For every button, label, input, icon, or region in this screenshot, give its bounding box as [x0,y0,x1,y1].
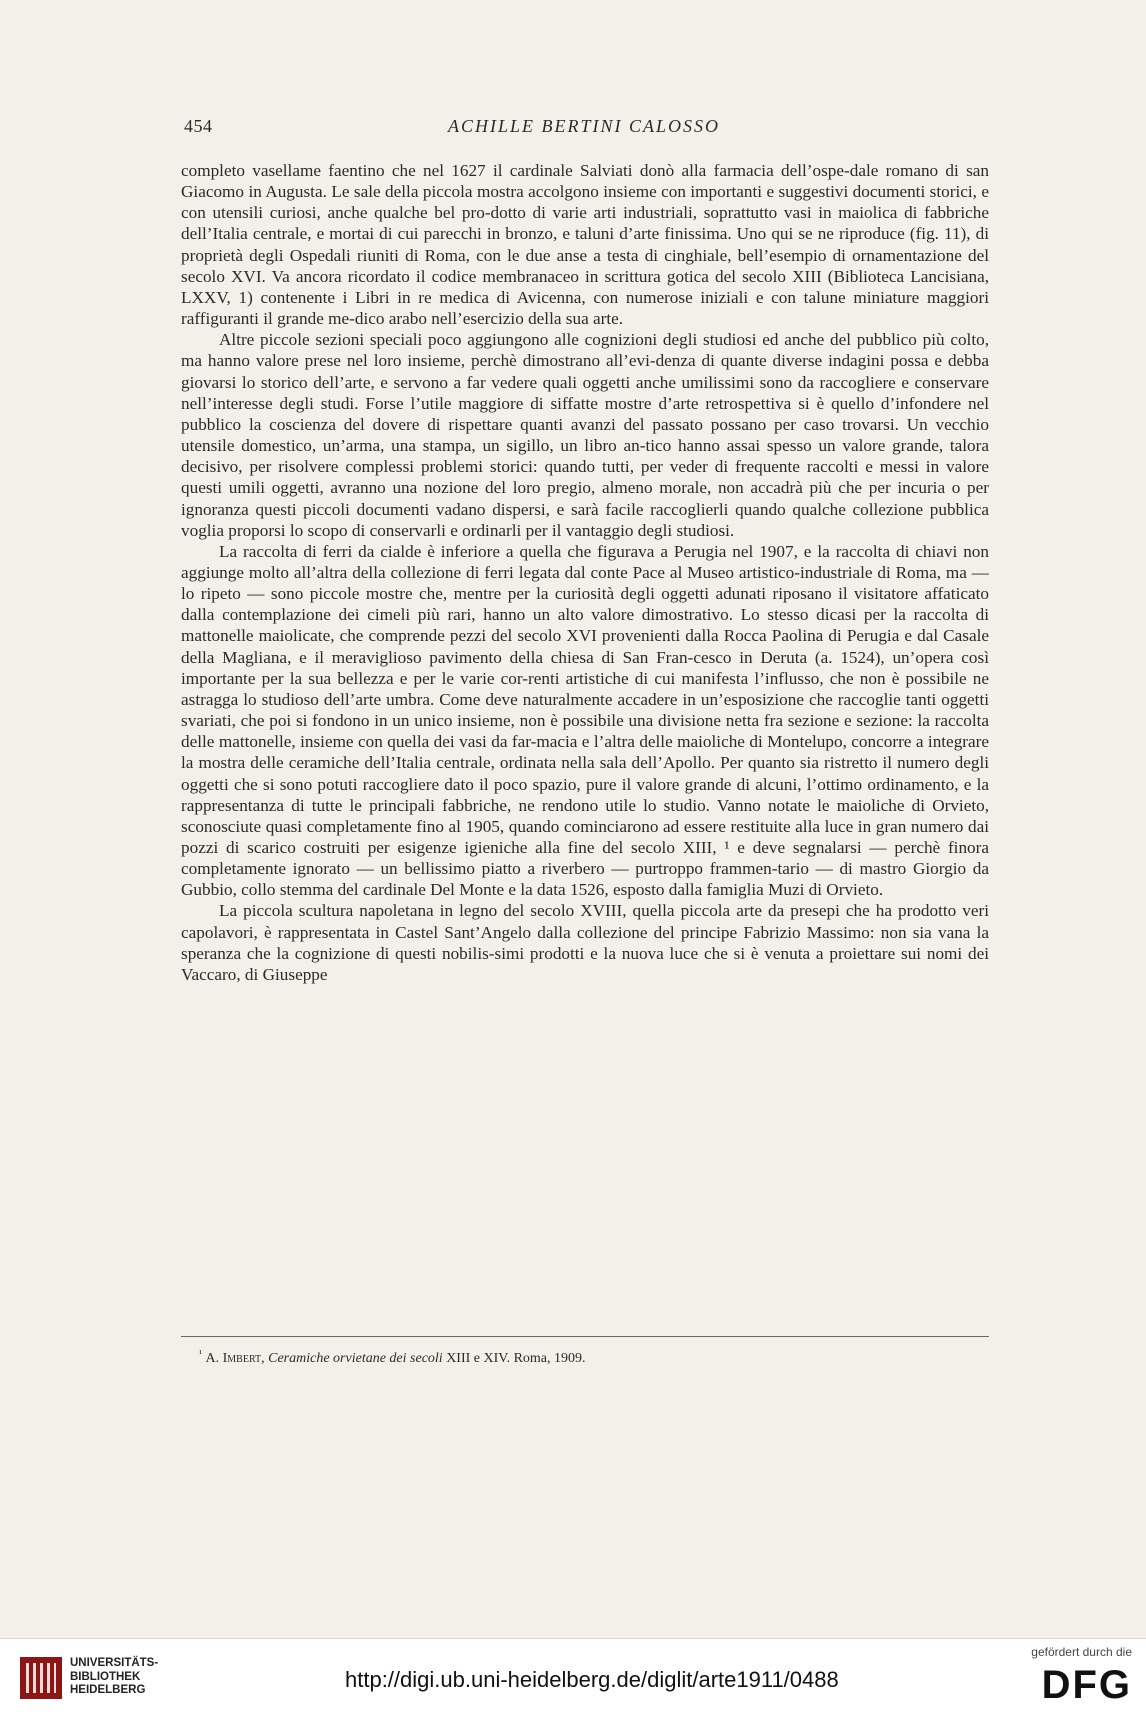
paragraph: Altre piccole sezioni speciali poco aggiungono alle cognizioni degli studiosi ed anche del pubblico più colto, ma hanno valore prese nel loro insieme, perchè dimostrano all’evi-denza di quante diverse indagini possa e debba giovarsi lo storico dell’arte, e servono a far vedere quali oggetti anche umilissimi sono da raccogliere e conservare nell’interesse degli studi. Forse l’utile maggiore di siffatte mostre d’arte retrospettiva si è quello d’infondere nel pubblico la coscienza del dovere di rispettare quanti avanzi del passato possano per caso trovarsi. Un vecchio utensile domestico, un’arma, una stampa, un sigillo, un libro an-tico hanno assai spesso un valore grande, talora decisivo, per risolvere complessi problemi storici: quando tutti, per veder di frequente raccolti e messi in valore questi umili oggetti, avranno una nozione del loro pregio, almeno morale, non accadrà più che per incuria o per ignoranza questi piccoli documenti vadano dispersi, e sarà facile raccoglierli quando qualche collezione pubblica voglia proporsi lo scopo di conservarli e ordinarli per il vantaggio degli studiosi. [181,330,989,540]
funding-text: gefördert durch die [1031,1645,1132,1659]
library-line: UNIVERSITÄTS- [70,1657,159,1669]
footnote-rest: XIII e XIV. Roma, 1909. [446,1351,586,1366]
footnote [199,1350,959,1368]
body-text [181,160,989,985]
viewer-footer [0,1638,1146,1716]
paragraph: La piccola scultura napoletana in legno del secolo XVIII, quella piccola arte da presepi che ha prodotto veri capolavori, è rappresentata in Castel Sant’Angelo dalla collezione del principe Fabrizio Massimo: non sia vana la speranza che la cognizione di questi nobilis-simi prodotti e la nuova luce che si è venuta a proiettare sui nomi dei Vaccaro, di Giuseppe [181,901,989,984]
library-name [70,1657,158,1698]
footnote-marker: ¹ [199,1348,202,1360]
paragraph: La raccolta di ferri da cialde è inferiore a quella che figurava a Perugia nel 1907, e la raccolta di chiavi non aggiunge molto all’altra della collezione di ferri legata dal conte Pace al Museo artistico-industriale di Roma, ma — lo ripeto — sono piccole mostre che, mentre per la curiosità degli oggetti adunati riposano il visitatore affaticato dalla contemplazione dei cimeli più rari, hanno un alto valore dimostrativo. Lo stesso dicasi per la raccolta di mattonelle maiolicate, che comprende pezzi del secolo XVI provenienti dalla Rocca Paolina di Perugia e dal Casale della Magliana, e il meraviglioso pavimento della chiesa di San Fran-cesco in Deruta (a. 1524), un’opera così importante per la sua bellezza e per le varie cor-renti artistiche di cui manifesta l’influsso, che non è possibile ne astragga lo studioso dell’arte umbra. Come deve naturalmente accadere in un’esposizione che raccoglie tanti oggetti svariati, che poi si fondono in un unico insieme, non è possibile una divisione netta fra sezione e sezione: la raccolta delle mattonelle, insieme con quella dei vasi da far-macia e l’altra delle maioliche di Montelupo, concorre a integrare la mostra delle ceramiche dell’Italia centrale, ordinata nella sala dell’Apollo. Per quanto sia ristretto il numero degli oggetti che si sono potuti raccogliere dato il poco spazio, pure il valore grande di alcuni, l’ottimo ordinamento, e la rappresentanza di tutte le principali fabbriche, ne rendono utile lo studio. Vanno notate le maioliche di Orvieto, sconosciute quasi completamente fino al 1905, quando cominciarono ad essere restituite alla luce in gran numero dai pozzi di scarico costruiti per esigenze igieniche alla fine del secolo XIII, ¹ e deve segnalarsi — perchè finora completamente ignorato — un bellissimo piatto a riverbero — purtroppo frammen-tario — di mastro Giorgio da Gubbio, collo stemma del cardinale Del Monte e la data 1526, esposto dalla famiglia Muzi di Orvieto. [181,541,989,900]
footnote-divider [181,1336,989,1337]
permalink-url[interactable]: http://digi.ub.uni-heidelberg.de/diglit/arte1911/0488 [345,1667,839,1692]
running-header [178,116,990,146]
dfg-logo[interactable]: DFG [1041,1663,1132,1707]
paragraph: completo vasellame faentino che nel 1627 il cardinale Salviati donò alla farmacia dell’ospe-dale romano di san Giacomo in Augusta. Le sale della piccola mostra accolgono insieme con importanti e suggestivi documenti storici, e con utensili curiosi, anche qualche bel pro-dotto di varie arti industriali, soprattutto vasi in maiolica di fabbriche dell’Italia centrale, e mortai di cui parecchi in bronzo, e taluni d’arte finissima. Uno qui se ne riproduce (fig. 11), di proprietà degli Ospedali riuniti di Roma, con le due anse a testa di cinghiale, bell’esempio di ornamentazione del secolo XVI. Va ancora ricordato il codice membranaceo in scrittura gotica del secolo XIII (Biblioteca Lancisiana, LXXV, 1) contenente i Libri in re medica di Avicenna, con numerose iniziali e con talune miniature maggiori raffiguranti il grande me-dico arabo nell’esercizio della sua arte. [181,161,989,329]
footnote-title: Ceramiche orvietane dei secoli [268,1351,443,1366]
library-emblem-icon [20,1657,62,1699]
page-number: 454 [184,116,213,136]
library-line: BIBLIOTHEK [70,1670,141,1683]
funding-notice [982,1645,1132,1707]
library-line: HEIDELBERG [70,1684,146,1696]
running-title: ACHILLE BERTINI CALOSSO [447,116,720,136]
footnote-author: A. Imbert, [205,1351,265,1366]
library-logo[interactable] [20,1649,180,1707]
